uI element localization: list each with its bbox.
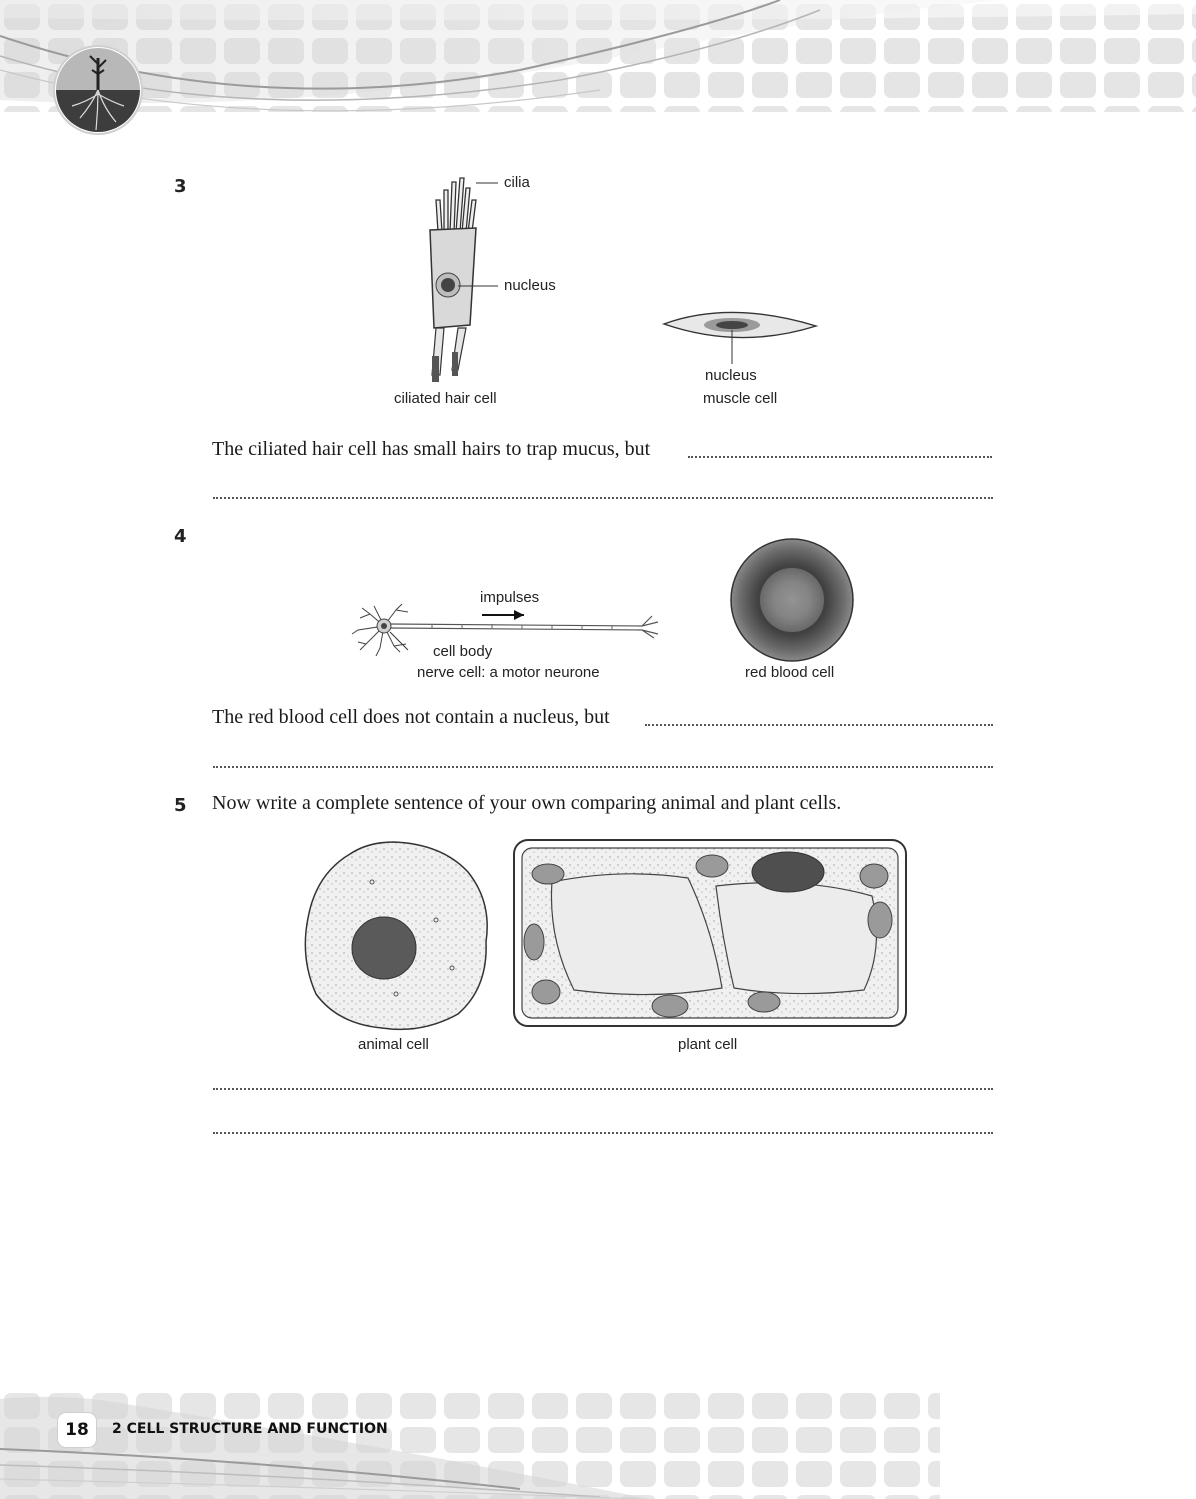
muscle-cell-caption: muscle cell	[703, 390, 778, 407]
nerve-cell-diagram	[352, 600, 672, 660]
answer-line[interactable]	[213, 497, 993, 499]
answer-line[interactable]	[645, 724, 993, 726]
question-4-prompt: The red blood cell does not contain a nucleus, but	[212, 706, 610, 728]
answer-line[interactable]	[213, 1088, 993, 1090]
cell-body-label: cell body	[433, 643, 493, 660]
muscle-cell-nucleus-label: nucleus	[705, 367, 757, 384]
footer-decoration	[0, 1389, 1196, 1499]
question-4-number: 4	[174, 526, 187, 547]
question-3-number: 3	[174, 176, 187, 197]
answer-line[interactable]	[688, 456, 992, 458]
chapter-title: 2 CELL STRUCTURE AND FUNCTION	[112, 1421, 388, 1437]
plant-cell-diagram	[512, 838, 908, 1030]
header-decoration	[0, 0, 1196, 140]
cilia-label: cilia	[504, 174, 530, 191]
question-5-prompt: Now write a complete sentence of your own comparing animal and plant cells.	[212, 792, 842, 814]
answer-line[interactable]	[213, 766, 993, 768]
page-number: 18	[58, 1413, 96, 1447]
red-blood-cell-diagram	[729, 537, 855, 663]
chapter-logo-icon	[52, 44, 144, 136]
hair-cell-nucleus-label: nucleus	[504, 277, 556, 294]
ciliated-hair-cell-diagram	[400, 170, 520, 390]
question-3-prompt: The ciliated hair cell has small hairs to trap mucus, but	[212, 438, 651, 460]
ciliated-hair-cell-caption: ciliated hair cell	[394, 390, 497, 407]
animal-cell-diagram	[302, 838, 492, 1034]
plant-cell-caption: plant cell	[678, 1036, 738, 1053]
impulses-label: impulses	[480, 589, 540, 606]
question-5-number: 5	[174, 795, 187, 816]
red-blood-cell-caption: red blood cell	[745, 664, 835, 681]
muscle-cell-diagram	[660, 306, 820, 366]
nerve-cell-caption: nerve cell: a motor neurone	[417, 664, 600, 681]
answer-line[interactable]	[213, 1132, 993, 1134]
animal-cell-caption: animal cell	[358, 1036, 429, 1053]
